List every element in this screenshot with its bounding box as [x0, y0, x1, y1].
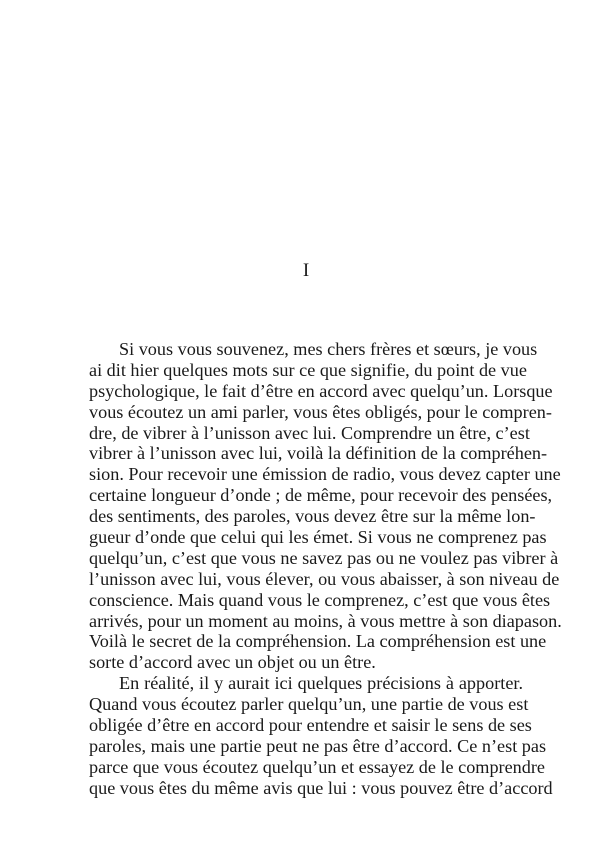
body-text	[89, 339, 562, 799]
text-line: paroles, mais une partie peut ne pas être d’accord. Ce n’est pas	[89, 735, 547, 756]
chapter-number: I	[302, 260, 310, 281]
text-line: que vous êtes du même avis que lui : vous pouvez être d’accord	[89, 777, 553, 798]
paragraph-2	[89, 673, 553, 798]
text-line: conscience. Mais quand vous le comprenez, c’est que vous êtes	[89, 589, 551, 610]
text-line: vibrer à l’unisson avec lui, voilà la définition de la compréhen-	[89, 443, 548, 464]
text-line: dre, de vibrer à l’unisson avec lui. Comprendre un être, c’est	[89, 422, 530, 443]
text-line: Voilà le secret de la compréhension. La compréhension est une	[89, 631, 547, 652]
text-line: l’unisson avec lui, vous élever, ou vous abaisser, à son niveau de	[89, 568, 560, 589]
text-line: En réalité, il y aurait ici quelques précisions à apporter.	[119, 673, 523, 694]
text-line: des sentiments, des paroles, vous devez être sur la même lon-	[89, 506, 536, 527]
text-line: Si vous vous souvenez, mes chers frères et sœurs, je vous	[119, 339, 538, 359]
text-line: psychologique, le fait d’être en accord avec quelqu’un. Lorsque	[89, 380, 553, 401]
text-line: gueur d’onde que celui qui les émet. Si vous ne comprenez pas	[89, 527, 547, 548]
text-line: sorte d’accord avec un objet ou un être.	[89, 652, 376, 673]
text-line: vous écoutez un ami parler, vous êtes obligés, pour le compren-	[89, 401, 552, 422]
text-line: arrivés, pour un moment au moins, à vous mettre à son diapason.	[89, 610, 562, 631]
text-line: ai dit hier quelques mots sur ce que signifie, du point de vue	[89, 359, 527, 380]
text-line: quelqu’un, c’est que vous ne savez pas ou ne voulez pas vibrer à	[89, 547, 559, 568]
text-line: sion. Pour recevoir une émission de radio, vous devez capter une	[89, 464, 561, 485]
text-line: obligée d’être en accord pour entendre et saisir le sens de ses	[89, 715, 532, 736]
paragraph-1	[89, 339, 562, 673]
text-line: certaine longueur d’onde ; de même, pour recevoir des pensées,	[89, 485, 553, 506]
text-line: Quand vous écoutez parler quelqu’un, une partie de vous est	[89, 694, 529, 715]
text-line: parce que vous écoutez quelqu’un et essayez de le comprendre	[89, 756, 545, 777]
